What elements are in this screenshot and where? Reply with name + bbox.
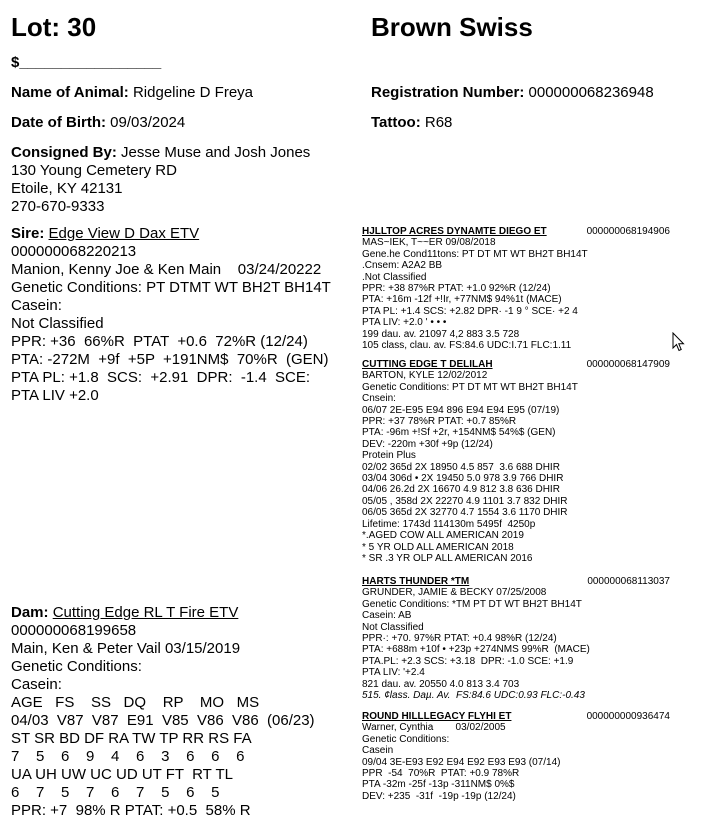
ancestor-line: 105 class, clau. av. FS:84.6 UDC:I.71 FLC:1.11 <box>362 340 572 352</box>
animal-name <box>11 84 253 102</box>
sire-line: Not Classified <box>11 315 104 332</box>
ancestor-line: PTA: +688m +10f • +23p +274NMS 99%R (MACE) <box>362 644 590 656</box>
ancestor-line: 821 dau. av. 20550 4.0 813 3.4 703 <box>362 678 520 690</box>
sire-section <box>11 225 331 405</box>
ancestor-line: PTA PL: +1.4 SCS: +2.82 DPR· -1 9 ° SCE· +2 4 <box>362 305 578 317</box>
ancestor-line: .Not Classified <box>362 271 427 283</box>
lot-number: Lot: 30 <box>11 12 97 42</box>
ancestor-line: PTA LIV: '+2.4 <box>362 667 425 679</box>
ancestor-line: 05/05 , 358d 2X 22270 4.9 1101 3.7 832 DHIR <box>362 495 568 507</box>
ancestor-line: Cnsein: <box>362 393 396 405</box>
ancestor-line: 515. ¢lass. Daµ. Av. FS:84.6 UDC:0.93 FLC:-0.43 <box>362 690 585 702</box>
consigned-address-line: Etoile, KY 42131 <box>11 180 123 197</box>
ancestor-name: ROUND HILLLEGACY FLYHI ET <box>362 711 512 722</box>
ancestor-line: Genetic Conditions: <box>362 733 450 745</box>
breed-title: Brown Swiss <box>371 12 533 42</box>
ancestor-line: PTA: +16m -12f +!Ir, +77NM$ 94%1t (MACE) <box>362 294 562 306</box>
consigned-address-line: 130 Young Cemetery RD <box>11 162 177 179</box>
ancestor-dam-sire <box>362 576 670 701</box>
registration-label: Registration Number: <box>371 84 525 101</box>
tattoo-value: R68 <box>424 114 453 131</box>
dam-line: AGE FS SS DQ RP MO MS <box>11 694 260 711</box>
ancestor-sire-dam <box>362 359 670 564</box>
dam-line: 04/03 V87 V87 E91 V85 V86 V86 (06/23) <box>11 712 315 729</box>
dam-section <box>11 604 315 820</box>
registration-number <box>371 84 654 102</box>
dam-line: Main, Ken & Peter Vail 03/15/2019 <box>11 640 241 657</box>
ancestor-line: 06/05 365d 2X 32770 4.7 1554 3.6 1170 DHIR <box>362 507 568 519</box>
ancestor-line: PTA LIV: +2.0 ' • • • <box>362 317 447 329</box>
ancestor-line: 06/07 2E-E95 E94 896 E94 E94 E95 (07/19) <box>362 404 560 416</box>
ancestor-name: CUTTING EDGE T DELILAH <box>362 359 493 370</box>
ancestor-line: * 5 YR OLD ALL AMERICAN 2018 <box>362 541 514 553</box>
ancestor-line: Warner, Cynthia 03/02/2005 <box>362 722 506 734</box>
mouse-pointer-icon <box>672 332 686 352</box>
ancestor-line: * SR .3 YR OLP ALL AMERICAN 2016 <box>362 552 533 564</box>
ancestor-line: Casein <box>362 745 394 757</box>
ancestor-dam-dam <box>362 711 670 802</box>
consigned-value: Jesse Muse and Josh Jones <box>121 144 311 161</box>
animal-name-label: Name of Animal: <box>11 84 129 101</box>
dam-line: ST SR BD DF RA TW TP RR RS FA <box>11 730 252 747</box>
ancestor-reg: 000000068194906 <box>586 226 670 237</box>
ancestor-line: PPR: +38 87%R PTAT: +1.0 92%R (12/24) <box>362 283 551 295</box>
ancestor-reg: 000000068113037 <box>587 576 670 587</box>
ancestor-line: DEV: +235 -31f -19p -19p (12/24) <box>362 790 516 802</box>
price-line: $_________________ <box>11 54 162 71</box>
ancestor-line: PTA: -96m +!Sf +2r, +154NM$ 54%$ (GEN) <box>362 427 556 439</box>
ancestor-line: MAS~IEK, T~~ER 09/08/2018 <box>362 237 496 249</box>
dob-label: Date of Birth: <box>11 114 106 131</box>
ancestor-line: 02/02 365d 2X 18950 4.5 857 3.6 688 DHIR <box>362 461 560 473</box>
registration-value: 000000068236948 <box>528 84 654 101</box>
ancestor-line: DEV: -220m +30f +9p (12/24) <box>362 438 493 450</box>
dam-line: UA UH UW UC UD UT FT RT TL <box>11 766 233 783</box>
ancestor-line: Genetic Conditions: *TM PT DT WT BH2T BH14T <box>362 598 582 610</box>
dam-line: 7 5 6 9 4 6 3 6 6 6 <box>11 748 245 765</box>
ancestor-line: PPR: +37 78%R PTAT: +0.7 85%R <box>362 416 517 428</box>
dam-line: 000000068199658 <box>11 622 137 639</box>
ancestor-line: Lifetime: 1743d 114130m 5495f 4250p <box>362 518 536 530</box>
ancestor-line: 04/06 26.2d 2X 16670 4.9 812 3.8 636 DHIR <box>362 484 560 496</box>
ancestor-line: PPR -54 70%R PTAT: +0.9 78%R <box>362 768 520 780</box>
dam-name: Cutting Edge RL T Fire ETV <box>52 604 239 621</box>
ancestor-line: PTA -32m -25f -13p -311NM$ 0%$ <box>362 779 515 791</box>
sire-name: Edge View D Dax ETV <box>48 225 200 242</box>
dob-value: 09/03/2024 <box>110 114 186 131</box>
dam-line: Casein: <box>11 676 62 693</box>
animal-name-value: Ridgeline D Freya <box>132 84 254 101</box>
consigned-phone: 270-670-9333 <box>11 198 105 215</box>
ancestor-name: HARTS THUNDER *TM <box>362 576 470 587</box>
ancestor-line: PPR·: +70. 97%R PTAT: +0.4 98%R (12/24) <box>362 633 557 645</box>
consigned-by <box>11 144 310 216</box>
sire-line: PTA PL: +1.8 SCS: +2.91 DPR: -1.4 SCE: <box>11 369 311 386</box>
sire-line: Casein: <box>11 297 62 314</box>
dam-line: Genetic Conditions: <box>11 658 142 675</box>
ancestor-line: 199 dau. av. 21097 4,2 883 3.5 728 <box>362 328 520 340</box>
ancestor-line: *.AGED COW ALL AMERICAN 2019 <box>362 530 524 542</box>
ancestor-line: .Cnsem: A2A2 BB <box>362 260 443 272</box>
dam-label: Dam: <box>11 604 49 621</box>
ancestor-reg: 000000000936474 <box>586 711 670 722</box>
sire-line: PTA: -272M +9f +5P +191NM$ 70%R (GEN) <box>11 351 329 368</box>
sire-label: Sire: <box>11 225 45 242</box>
date-of-birth <box>11 114 185 132</box>
ancestor-line: 03/04 306d • 2X 19450 5.0 978 3.9 766 DHIR <box>362 473 564 485</box>
ancestor-name: HJLLTOP ACRES DYNAMTE DIEGO ET <box>362 226 547 237</box>
ancestor-reg: 000000068147909 <box>586 359 670 370</box>
ancestor-line: Gene.he Cond11tons: PT DT MT WT BH2T BH14T <box>362 248 588 260</box>
sire-line: Manion, Kenny Joe & Ken Main 03/24/20222 <box>11 261 322 278</box>
ancestor-line: Protein Plus <box>362 450 416 462</box>
dam-line: 6 7 5 7 6 7 5 6 5 <box>11 784 220 801</box>
ancestor-line: PTA.PL: +2.3 SCS: +3.18 DPR: -1.0 SCE: +1.9 <box>362 655 574 667</box>
ancestor-line: BARTON, KYLE 12/02/2012 <box>362 370 488 382</box>
sire-line: PPR: +36 66%R PTAT +0.6 72%R (12/24) <box>11 333 308 350</box>
ancestor-sire-sire <box>362 226 670 351</box>
sire-line: Genetic Conditions: PT DTMT WT BH2T BH14T <box>11 279 331 296</box>
ancestor-line: Not Classified <box>362 621 424 633</box>
ancestor-line: Genetic Conditions: PT DT MT WT BH2T BH14T <box>362 381 578 393</box>
ancestor-line: 09/04 3E-E93 E92 E94 E92 E93 E93 (07/14) <box>362 756 561 768</box>
ancestor-line: GRUNDER, JAMIE & BECKY 07/25/2008 <box>362 587 547 599</box>
consigned-label: Consigned By: <box>11 144 117 161</box>
ancestor-line: Casein: AB <box>362 610 412 622</box>
tattoo-label: Tattoo: <box>371 114 421 131</box>
tattoo <box>371 114 452 132</box>
sire-line: PTA LIV +2.0 <box>11 387 99 404</box>
dam-line: PPR: +7 98% R PTAT: +0.5 58% R <box>11 802 251 819</box>
sire-line: 000000068220213 <box>11 243 137 260</box>
